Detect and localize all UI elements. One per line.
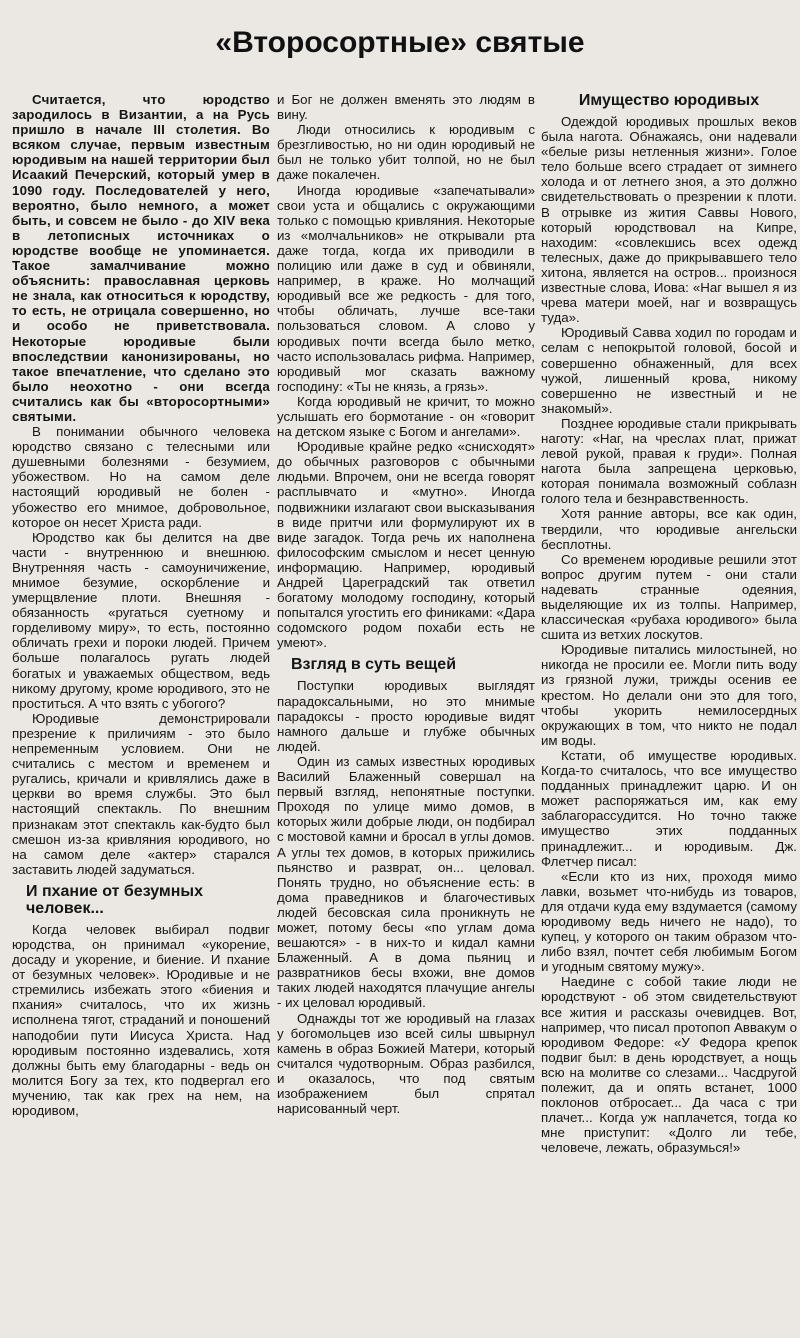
body-paragraph: Юродивые демонстрировали презрение к приличиям - это было непременным условием. Они не считались с местом и временем и ругались, кричали и кривлялись даже в церкви во время службы. Это был настоящий спектакль. По внешним признакам этот спектакль как-будто был смешон из-за кривляния юродивого, но на самом деле «актер» старался заставить людей задуматься.	[12, 710, 270, 877]
body-paragraph: Юродивые питались милостыней, но никогда не просили ее. Могли пить воду из грязной лужи, трижды осенив ее крестом. Но делали они это для того, чтобы укорить немилосердных окружающих в том, что никто не подал им воды.	[541, 642, 797, 748]
article-title: «Второсортные» святые	[215, 26, 585, 59]
section-heading: Имущество юродивых	[578, 92, 760, 109]
body-paragraph: и Бог не должен вменять это людям в вину.	[277, 92, 535, 123]
body-paragraph: Иногда юродивые «запечатывали» свои уста и общались с окружающими только с помощью кривляния. Некоторые из «молчальников» не открывали рта даже тогда, когда их приводили в полицию или даже в суд и обвиняли, например, в краже. Но молчащий юродивый все же редкость - для того, чтобы обличать, лучше все-таки пользоваться словом. А слово у юродивых почти всегда было метко, часто использовалась рифма. Например, юродивый мог сказать важному господину: «Ты не князь, а грязь».	[277, 182, 535, 394]
body-paragraph: Поступки юродивых выглядят парадоксальными, но это мнимые парадоксы - просто юродивые видят намного дальше и глубже обычных людей.	[277, 678, 535, 754]
body-paragraph: Кстати, об имуществе юродивых. Когда-то считалось, что все имущество подданных принадлежит царю. И он может распоряжаться им, как ему заблагорассудится. Но точно также имущество этих подданных принадлежит... и юродивым. Дж. Флетчер писал:	[541, 747, 797, 869]
article-column-3	[541, 92, 797, 1336]
body-paragraph: Наедине с собой такие люди не юродствуют - об этом свидетельствуют все жития и рассказы очевидцев. Вот, например, что писал протопоп Аввакум о юродивом Федоре: «У Федора крепок подвиг был: в день юродствует, а нощь всю на молитве со слезами... Часдругой полежит, да и опять встанет, 1000 поклонов отбросает... Да часа с три плачет... Когда уж наплачется, тогда ко мне приступит: «Долго ли тебе, человече, лежать, образумься!»	[541, 974, 797, 1156]
section-heading: Взгляд в суть вещей	[291, 656, 457, 674]
section-heading: И пхание от безумных человек...	[26, 882, 203, 917]
body-paragraph: Юродивый Савва ходил по городам и селам с непокрытой головой, босой и совершенно обнаженный, для всех чужой, лишенный крова, никому совершенно не известный и не знакомый».	[541, 325, 797, 416]
article-column-1	[12, 92, 270, 1336]
body-paragraph: Хотя ранние авторы, все как один, твердили, что юродивые ангельски бесплотны.	[541, 506, 797, 552]
body-paragraph: Люди относились к юродивым с брезгливостью, но ни один юродивый не был не только убит толпой, но не был даже покалечен.	[277, 122, 535, 183]
body-paragraph: Юродивые крайне редко «снисходят» до обычных разговоров с обычными людьми. Впрочем, они не всегда говорят расплывчато и «мутно». Иногда подвижники излагают свои высказывания в виде притчи или формулируют их в виде загадок. Тогда речь их наполнена философским смыслом и несет ценную информацию. Например, юродивый Андрей Цареградский так ответил богатому молодому господину, который попытался угостить его финиками: «Дара содомского родом похаби есть не умеют».	[277, 439, 535, 651]
body-paragraph: Одеждой юродивых прошлых веков была нагота. Обнажаясь, они надевали «белые ризы нетленныя жизни». Голое тело больше всего страдает от зимнего холода и от летнего зноя, а это должно свидетельствовать о презрении к плоти. В отрывке из жития Саввы Нового, который юродствовал на Кипре, находим: «совлекшись всех одежд телесных, даже до прикрывавшего тело хитона, является на остров... произнося известные слова, Иова: «Наг вышел я из чрева матери моей, наг и возвращусь туда».	[541, 114, 797, 326]
body-paragraph: В понимании обычного человека юродство связано с телесными или душевными болезнями - безумием, убожеством. Но на самом деле настоящий юродивый не болен - убожество его мнимое, добровольное, которое он несет Христа ради.	[12, 424, 270, 530]
lead-paragraph: Считается, что юродство зародилось в Византии, а на Русь пришло в начале III столетия. Во всяком случае, первым известным юродивым на нашей территории был Исаакий Печерский, который умер в 1090 году. Последователей у него, вероятно, было немного, а может быть, и совсем не было - до XIV века в летописных источниках о юродстве вообще не упоминается. Такое замалчивание можно объяснить: православная церковь не знала, как относиться к юродству, то есть, не отрицала совершенно, но и особо не приветствовала. Некоторые юродивые были впоследствии канонизированы, но такое впечатление, что сделано это было неохотно - они всегда считались как бы «второсортными» святыми.	[12, 92, 270, 424]
body-paragraph: Один из самых известных юродивых Василий Блаженный совершал на первый взгляд, непонятные поступки. Проходя по улице мимо домов, в которых жили добрые люди, он подбирал с мостовой камни и бросал в углы домов. А углы тех домов, в которых прижились пьянство и разврат, он... целовал. Понять трудно, но объяснение есть: в дома праведников и благочестивых людей бесовская сила проникнуть не может, потому бесы «по углам дома вешаются» - в них-то и кидал камни Блаженный. А в дома пьяниц и развратников бесы вхожи, вне домов таких людей находятся плачущие ангелы - их целовал юродивый.	[277, 753, 535, 1011]
body-paragraph: «Если кто из них, проходя мимо лавки, возьмет что-нибудь из товаров, для отдачи куда ему вздумается (самому юродивому ведь ничего не надо), то купец, у которого он таким образом что-либо взял, почтет себя любимым Богом и угодным святому мужу».	[541, 868, 797, 975]
body-paragraph: Когда человек выбирал подвиг юродства, он принимал «укорение, досаду и укорение, и биение. И пхание от безумных человек». Юродивые и не стремились избежать этого «биения и пхания» считалось, что их жизнь исполнена тягот, страданий и поношений наподобии пути Иисуса Христа. Над юродивым постоянно издевались, хотя должны быть ему благодарны - ведь он молится Богу за тех, кто подвергал его мучению, так как грех на нем, на юродивом,	[12, 921, 270, 1118]
body-paragraph: Однажды тот же юродивый на глазах у богомольцев изо всей силы швырнул камень в образ Божией Матери, который считался чудотворным. Образ разбился, и оказалось, что под святым изображением был спрятал нарисованный черт.	[277, 1010, 535, 1117]
body-paragraph: Со временем юродивые решили этот вопрос другим путем - они стали надевать странные одеяния, выделяющие их из толпы. Например, классическая «рубаха юродивого» была сшита из ветхих лоскутов.	[541, 551, 797, 643]
article-column-2	[277, 92, 535, 1336]
body-paragraph: Юродство как бы делится на две части - внутреннюю и внешнюю. Внутренняя часть - самоуничижение, мнимое безумие, оскорбление и умерщвление плоти. Внешняя - обязанность «ругаться суетному и горделивому миру», то есть, постоянно обличать грехи и пороки людей. Причем больше полагалось ругать людей богатых и уважаемых обществом, ведь никому другому, кроме юродивого, это не проститься. А что взять с убогого?	[12, 529, 270, 711]
body-paragraph: Позднее юродивые стали прикрывать наготу: «Наг, на чреслах плат, прижат левой рукой, правая к груди». Полная нагота была запрещена церковью, которая понимала возможный соблазн голого тела и безнравственность.	[541, 415, 797, 507]
body-paragraph: Когда юродивый не кричит, то можно услышать его бормотание - он «говорит на детском языке с Богом и ангелами».	[277, 393, 535, 440]
